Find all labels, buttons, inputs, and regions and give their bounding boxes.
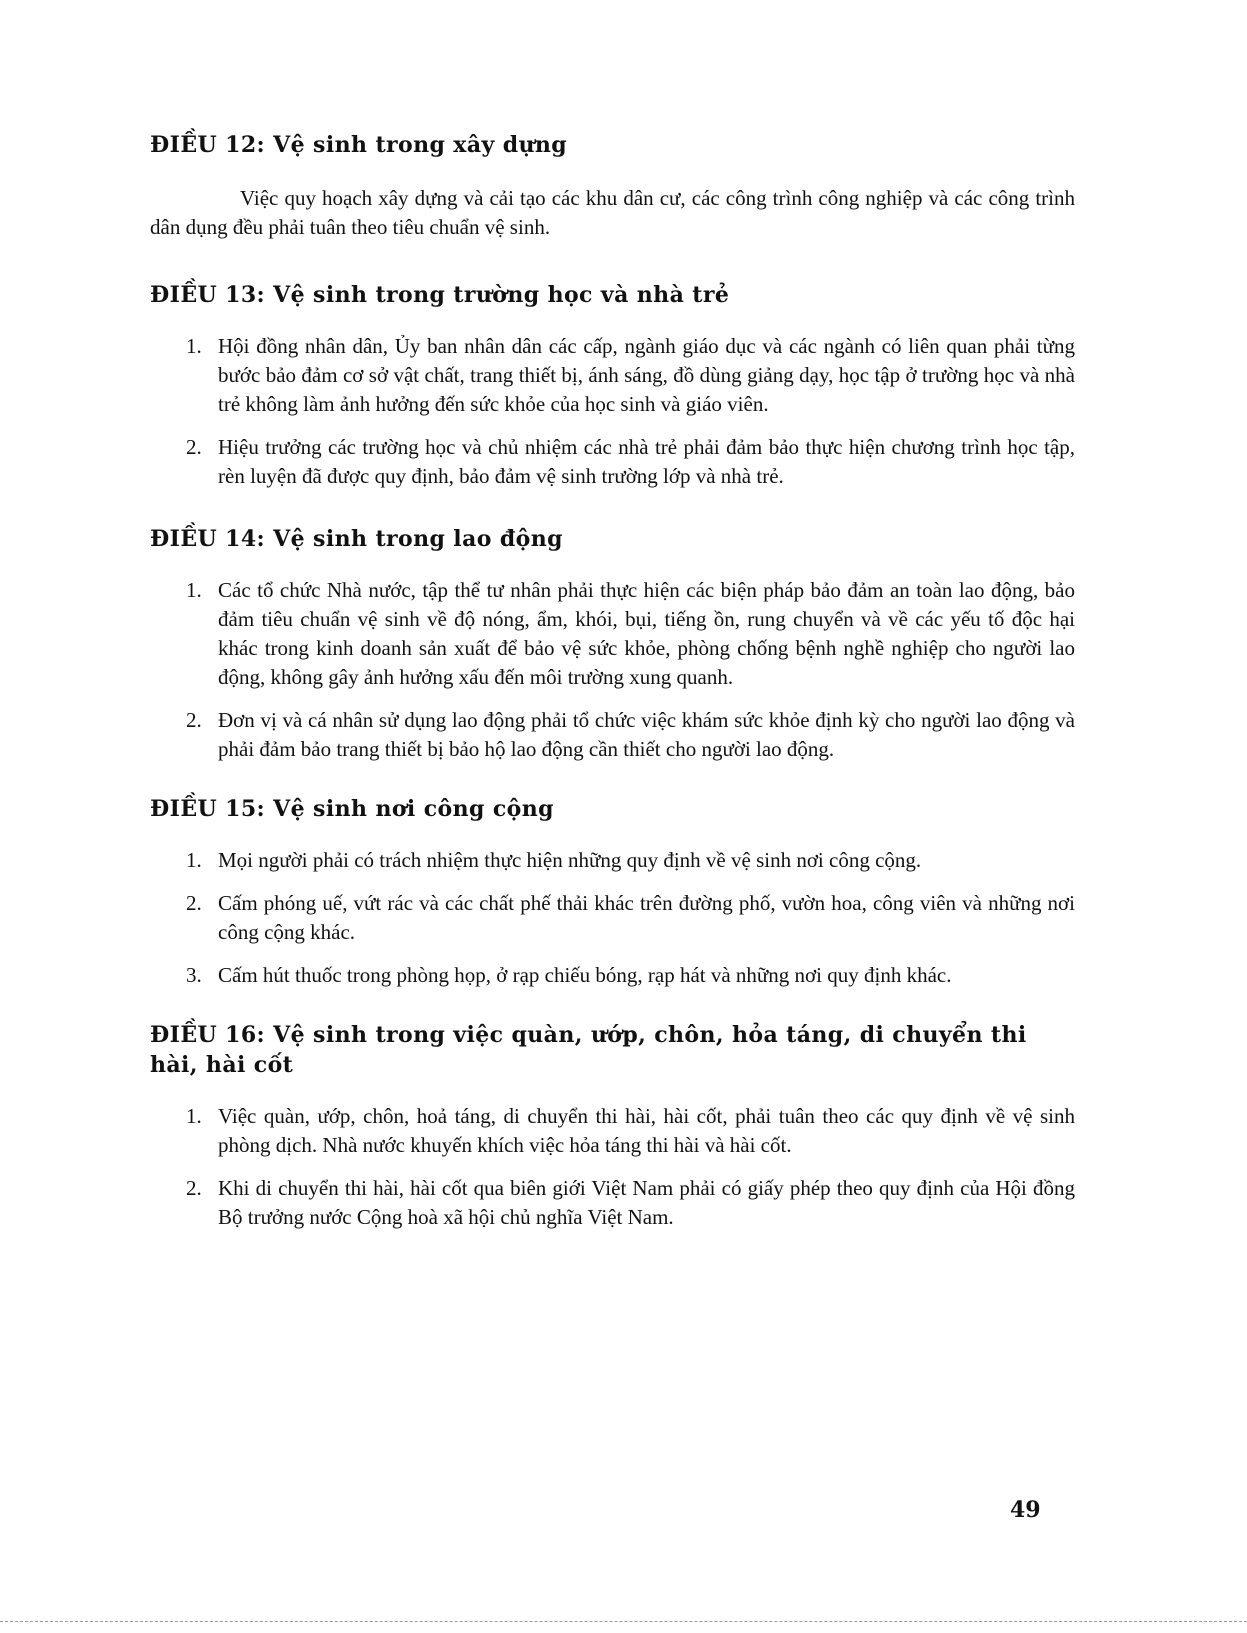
article-12-heading: ĐIỀU 12: Vệ sinh trong xây dựng xyxy=(150,132,568,158)
list-item xyxy=(150,889,1075,947)
item-number: 1. xyxy=(186,334,202,358)
article-14 xyxy=(150,524,1075,764)
article-12-text: Việc quy hoạch xây dựng và cải tạo các khu dân cư, các công trình công nghiệp và các công trình dân dụng đều phải tuân theo tiêu chuẩn vệ sinh. xyxy=(150,186,1075,239)
article-14-heading: ĐIỀU 14: Vệ sinh trong lao động xyxy=(150,526,563,552)
item-text: Đơn vị và cá nhân sử dụng lao động phải tổ chức việc khám sức khỏe định kỳ cho người lao động và phải đảm bảo trang thiết bị bảo hộ lao động cần thiết cho người lao động. xyxy=(218,708,1075,761)
article-16 xyxy=(150,1020,1075,1232)
article-16-list xyxy=(150,1102,1075,1232)
article-15 xyxy=(150,794,1075,990)
list-item xyxy=(150,332,1075,419)
item-number: 1. xyxy=(186,1104,202,1128)
list-item xyxy=(150,706,1075,764)
item-number: 1. xyxy=(186,848,202,872)
item-text: Các tổ chức Nhà nước, tập thể tư nhân phải thực hiện các biện pháp bảo đảm an toàn lao động, bảo đảm tiêu chuẩn vệ sinh về độ nóng, ẩm, khói, bụi, tiếng ồn, rung chuyển và về các yếu tố độc hại khác trong kinh doanh sản xuất để bảo vệ sức khỏe, phòng chống bệnh nghề nghiệp cho người lao động, không gây ảnh hưởng xấu đến môi trường xung quanh. xyxy=(218,578,1075,689)
item-text: Việc quàn, ướp, chôn, hoả táng, di chuyển thi hài, hài cốt, phải tuân theo các quy định về vệ sinh phòng dịch. Nhà nước khuyến khích việc hỏa táng thi hài và hài cốt. xyxy=(218,1104,1075,1157)
list-item xyxy=(150,961,1075,990)
article-16-heading: ĐIỀU 16: Vệ sinh trong việc quàn, ướp, chôn, hỏa táng, di chuyển thi hài, hài cốt xyxy=(150,1022,1027,1078)
document-page xyxy=(150,130,1075,1232)
article-13-heading: ĐIỀU 13: Vệ sinh trong trường học và nhà trẻ xyxy=(150,282,730,308)
article-13 xyxy=(150,280,1075,491)
item-text: Hội đồng nhân dân, Ủy ban nhân dân các cấp, ngành giáo dục và các ngành có liên quan phải từng bước bảo đảm cơ sở vật chất, trang thiết bị, ánh sáng, đồ dùng giảng dạy, học tập ở trường học và nhà trẻ không làm ảnh hưởng đến sức khỏe của học sinh và giáo viên. xyxy=(218,334,1075,416)
list-item xyxy=(150,1174,1075,1232)
item-number: 2. xyxy=(186,435,202,459)
item-number: 3. xyxy=(186,963,202,987)
article-15-heading: ĐIỀU 15: Vệ sinh nơi công cộng xyxy=(150,796,554,822)
list-item xyxy=(150,846,1075,875)
item-text: Mọi người phải có trách nhiệm thực hiện những quy định về vệ sinh nơi công cộng. xyxy=(218,848,922,872)
item-text: Cấm hút thuốc trong phòng họp, ở rạp chiếu bóng, rạp hát và những nơi quy định khác. xyxy=(218,963,952,987)
item-number: 2. xyxy=(186,891,202,915)
article-12 xyxy=(150,130,1075,242)
article-14-list xyxy=(150,576,1075,764)
list-item xyxy=(150,1102,1075,1160)
item-text: Khi di chuyển thi hài, hài cốt qua biên giới Việt Nam phải có giấy phép theo quy định của Hội đồng Bộ trưởng nước Cộng hoà xã hội chủ nghĩa Việt Nam. xyxy=(218,1176,1075,1229)
article-13-list xyxy=(150,332,1075,491)
scan-edge-rule xyxy=(0,1621,1247,1622)
article-15-list xyxy=(150,846,1075,990)
item-number: 2. xyxy=(186,1176,202,1200)
list-item xyxy=(150,433,1075,491)
item-number: 2. xyxy=(186,708,202,732)
item-number: 1. xyxy=(186,578,202,602)
page-number: 49 xyxy=(1010,1497,1041,1523)
item-text: Cấm phóng uế, vứt rác và các chất phế thải khác trên đường phố, vườn hoa, công viên và những nơi công cộng khác. xyxy=(218,891,1075,944)
item-text: Hiệu trưởng các trường học và chủ nhiệm các nhà trẻ phải đảm bảo thực hiện chương trình học tập, rèn luyện đã được quy định, bảo đảm vệ sinh trường lớp và nhà trẻ. xyxy=(218,435,1075,488)
list-item xyxy=(150,576,1075,692)
